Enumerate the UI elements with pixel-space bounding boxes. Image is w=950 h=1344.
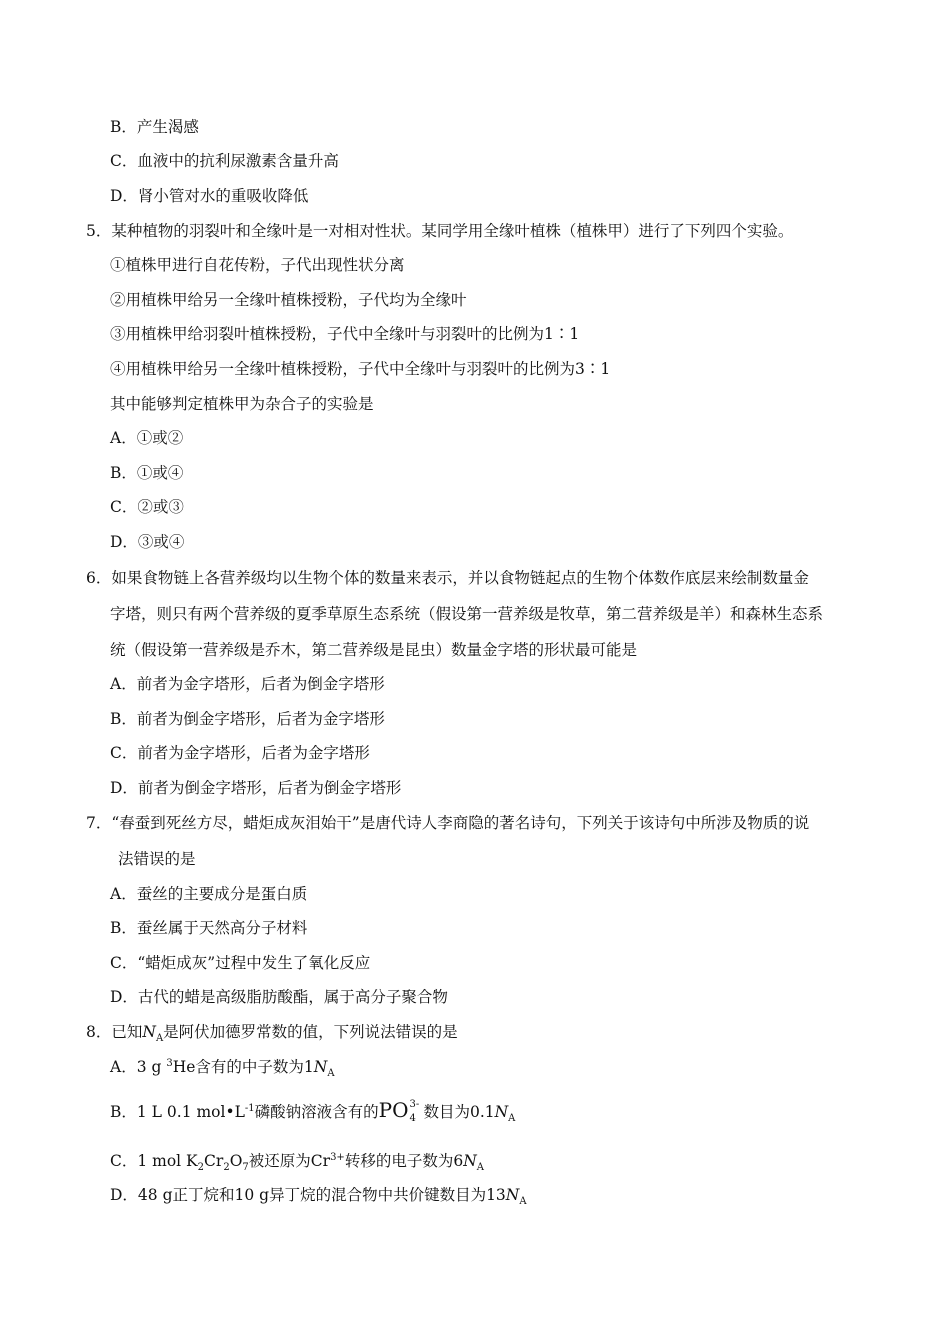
q8-stem-suffix: 是阿伏加德罗常数的值，下列说法错误的是	[163, 1023, 458, 1041]
avogadro-symbol: N	[505, 1186, 520, 1204]
q4-option-d: D．肾小管对水的重吸收降低	[110, 187, 309, 205]
phosphate-formula: PO	[378, 1098, 409, 1122]
phosphate-charge-and-subscript	[409, 1099, 420, 1124]
avogadro-subscript: A	[519, 1196, 527, 1208]
q5-experiment-2: ②用植株甲给另一全缘叶植株授粉，子代均为全缘叶	[110, 291, 467, 309]
q5-option-a: A．①或②	[110, 429, 184, 447]
q5-stem: 5．某种植物的羽裂叶和全缘叶是一对相对性状。某同学用全缘叶植株（植株甲）进行了下列四个实验。	[86, 222, 794, 240]
q5-option-c: C．②或③	[110, 498, 184, 516]
q8-option-b	[110, 1099, 515, 1124]
avogadro-symbol: N	[142, 1023, 156, 1041]
avogadro-subscript: A	[508, 1113, 516, 1125]
q5-option-b: B．①或④	[110, 464, 184, 482]
q8-option-d-text: D．48 g正丁烷和10 g异丁烷的混合物中共价键数目为13	[110, 1186, 506, 1204]
formula-subscript: 2	[223, 1162, 230, 1174]
q5-experiment-1: ①植株甲进行自花传粉，子代出现性状分离	[110, 256, 405, 274]
q8-option-c	[110, 1150, 484, 1172]
q8-option-c-suffix: 转移的电子数为6	[344, 1152, 464, 1170]
avogadro-symbol: N	[313, 1058, 328, 1076]
q4-option-c: C．血液中的抗利尿激素含量升高	[110, 152, 339, 170]
q8-option-b-suffix: 数目为0.1	[418, 1103, 495, 1121]
q8-option-a	[110, 1056, 335, 1078]
chromium-charge: 3+	[330, 1151, 345, 1163]
avogadro-symbol: N	[494, 1103, 509, 1121]
q8-stem	[86, 1021, 458, 1043]
q5-question: 其中能够判定植株甲为杂合子的实验是	[110, 395, 374, 413]
q7-option-c: C．“蜡炬成灰”过程中发生了氧化反应	[110, 954, 371, 972]
q6-stem-line-2: 字塔，则只有两个营养级的夏季草原生态系统（假设第一营养级是牧草，第二营养级是羊）和森林生态系	[110, 605, 824, 623]
avogadro-subscript: A	[155, 1033, 164, 1045]
q5-experiment-3: ③用植株甲给羽裂叶植株授粉，子代中全缘叶与羽裂叶的比例为1∶1	[110, 325, 580, 343]
q8-option-c-prefix: C．1 mol K	[110, 1152, 198, 1170]
q4-option-b: B．产生渴感	[110, 118, 199, 136]
q5-experiment-4: ④用植株甲给另一全缘叶植株授粉，子代中全缘叶与羽裂叶的比例为3∶1	[110, 360, 611, 378]
q6-option-a: A．前者为金字塔形，后者为倒金字塔形	[110, 675, 385, 693]
q7-option-a: A．蚕丝的主要成分是蛋白质	[110, 885, 308, 903]
q8-option-a-text: He含有的中子数为1	[172, 1058, 314, 1076]
avogadro-subscript: A	[327, 1068, 335, 1080]
q8-option-b-prefix: B．1 L 0.1 mol•L	[110, 1103, 245, 1121]
formula-subscript: 7	[242, 1162, 249, 1174]
q8-stem-prefix: 8．已知	[86, 1023, 143, 1041]
q7-stem-line-1: 7．“春蚕到死丝方尽，蜡炬成灰泪始干”是唐代诗人李商隐的著名诗句，下列关于该诗句中所涉及物质的说	[86, 814, 810, 832]
q8-option-c-text: 被还原为Cr	[248, 1152, 331, 1170]
q6-stem-line-3: 统（假设第一营养级是乔木，第二营养级是昆虫）数量金字塔的形状最可能是	[110, 641, 638, 659]
q8-option-b-text: 磷酸钠溶液含有的	[254, 1103, 379, 1121]
q7-option-d: D．古代的蜡是高级脂肪酸酯，属于高分子聚合物	[110, 988, 448, 1006]
helium-mass-number: 3	[166, 1057, 173, 1069]
q5-option-d: D．③或④	[110, 533, 185, 551]
q6-option-b: B．前者为倒金字塔形，后者为金字塔形	[110, 710, 385, 728]
formula-subscript: 2	[197, 1162, 205, 1174]
chromium-symbol: Cr	[204, 1152, 224, 1170]
q6-option-d: D．前者为倒金字塔形，后者为倒金字塔形	[110, 779, 402, 797]
unit-exponent: -1	[244, 1102, 255, 1114]
q6-stem-line-1: 6．如果食物链上各营养级均以生物个体的数量来表示，并以食物链起点的生物个体数作底层来绘制数量金	[86, 569, 809, 587]
oxygen-symbol: O	[229, 1152, 243, 1170]
phosphate-subscript: 4	[409, 1113, 416, 1124]
q7-option-b: B．蚕丝属于天然高分子材料	[110, 919, 308, 937]
avogadro-subscript: A	[476, 1162, 484, 1174]
q6-option-c: C．前者为金字塔形，后者为金字塔形	[110, 744, 370, 762]
avogadro-symbol: N	[463, 1152, 477, 1170]
q8-option-d	[110, 1184, 527, 1206]
q8-option-a-prefix: A．3 g	[110, 1058, 167, 1076]
phosphate-charge: 3-	[409, 1099, 420, 1110]
q7-stem-line-2: 法错误的是	[118, 850, 196, 868]
